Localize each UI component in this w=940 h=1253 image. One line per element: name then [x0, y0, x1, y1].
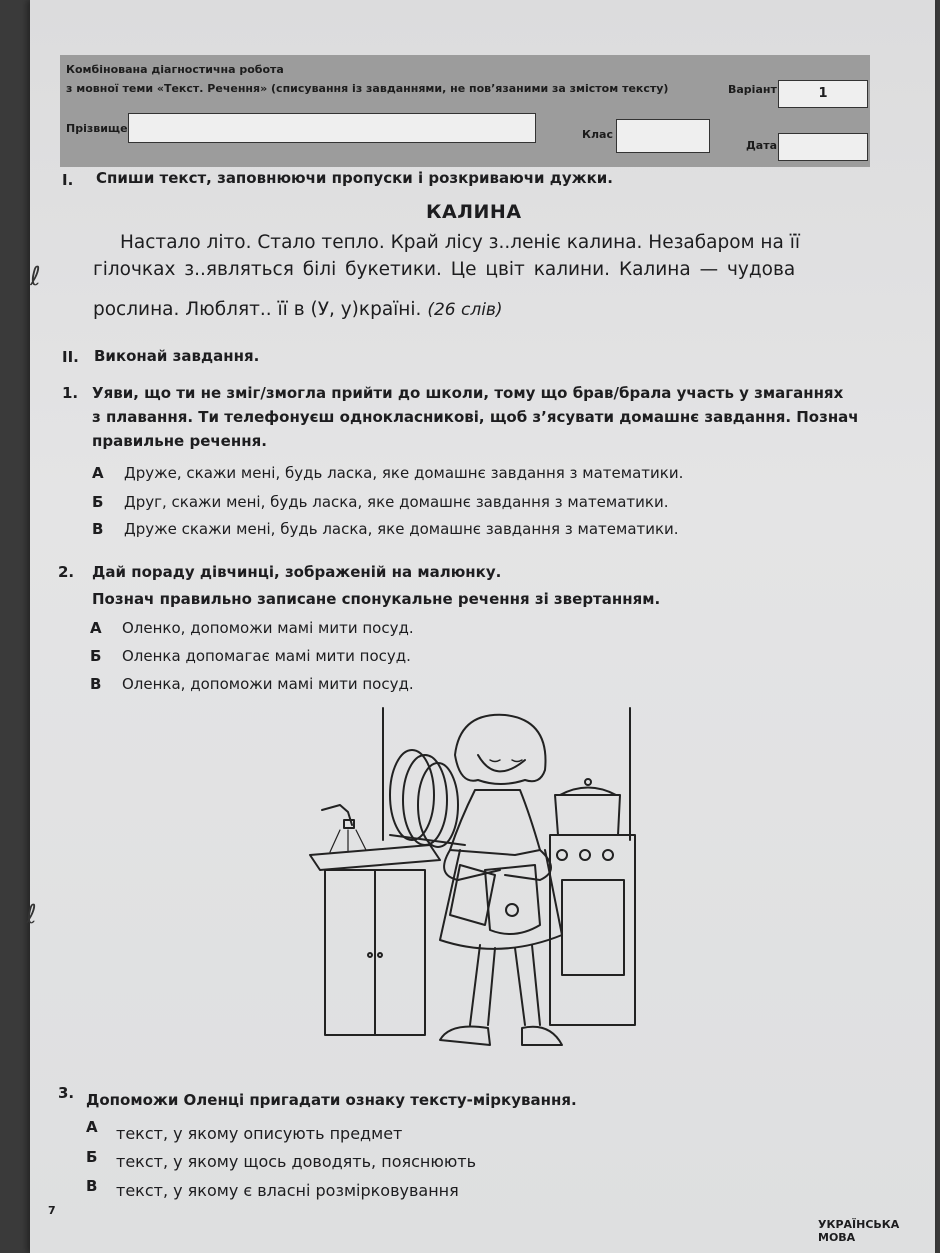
pot — [555, 795, 620, 835]
variant-box — [778, 80, 868, 108]
stove-knob-2 — [580, 850, 590, 860]
girl-arm-left — [444, 850, 500, 880]
q2-number: 2. — [58, 563, 75, 581]
girl-leg-right — [488, 948, 495, 1025]
q3-option-c[interactable]: текст, у якому є власні розмірковування — [116, 1181, 459, 1200]
q1-option-a[interactable]: Друже, скажи мені, будь ласка, яке домашнє завдання з математики. — [124, 464, 684, 482]
word-count: (26 слів) — [427, 300, 503, 320]
header-line1: Комбінована діагностична робота — [66, 63, 284, 76]
q3-option-c-letter: В — [86, 1177, 98, 1195]
counter-top — [310, 845, 440, 870]
q3-option-a[interactable]: текст, у якому описують предмет — [116, 1124, 403, 1143]
part1-number: I. — [62, 171, 74, 189]
q1-line-3: правильне речення. — [92, 432, 267, 450]
girl-hair — [455, 715, 546, 784]
q3-line: Допоможи Оленці пригадати ознаку тексту-міркування. — [86, 1091, 577, 1109]
text-line-3-content: рослина. Люблят.. її в (У, у)країні. — [93, 299, 422, 320]
text-line-2: гілочках з..являться білі букетики. Це цвіт калини. Калина — чудова — [93, 259, 796, 280]
header-line2: з мовної теми «Текст. Речення» (списування із завданнями, не пов’язаними за змістом тексту) — [66, 82, 669, 95]
q1-line-1: Уяви, що ти не зміг/змогла прийти до школи, тому що брав/брала участь у змаганнях — [92, 384, 844, 402]
surname-field[interactable] — [128, 113, 536, 143]
part1-instruction: Спиши текст, заповнюючи пропуски і розкриваючи дужки. — [96, 169, 613, 187]
text-line-1: Настало літо. Стало тепло. Край лісу з..леніє калина. Незабаром на її — [120, 232, 801, 253]
date-label: Дата — [746, 139, 778, 152]
q1-line-2: з плавання. Ти телефонуєш однокласникові, щоб з’ясувати домашнє завдання. Познач — [92, 408, 859, 426]
girl-leg-right-3 — [532, 945, 540, 1025]
water-stream — [330, 830, 366, 852]
q3-option-a-letter: А — [86, 1118, 98, 1136]
binder-mark-bottom: ℓ — [26, 900, 37, 930]
page-number: 7 — [48, 1204, 56, 1217]
plate-3 — [418, 763, 458, 847]
variant-label: Варіант — [728, 83, 777, 96]
header-panel — [60, 55, 870, 167]
variant-value: 1 — [818, 86, 828, 101]
girl-face — [478, 755, 525, 771]
q2-line-1: Дай пораду дівчинці, зображеній на малюнку. — [92, 563, 502, 581]
cabinet-knob-left — [368, 953, 372, 957]
apron-flower — [506, 904, 518, 916]
subject-label: УКРАЇНСЬКА МОВА — [818, 1218, 900, 1244]
text-line-3 — [93, 296, 503, 324]
q1-option-b[interactable]: Друг, скажи мені, будь ласка, яке домашнє завдання з математики. — [124, 493, 669, 511]
q1-option-c-letter: В — [92, 520, 104, 538]
q3-option-b-letter: Б — [86, 1148, 98, 1166]
binder-mark-top: ℓ — [30, 262, 41, 292]
q1-option-a-letter: А — [92, 464, 104, 482]
girl-eyes — [490, 760, 522, 762]
shoe-left — [440, 1027, 490, 1046]
class-label: Клас — [582, 128, 613, 141]
stove-knob-3 — [603, 850, 613, 860]
q1-option-b-letter: Б — [92, 493, 104, 511]
tap — [322, 805, 352, 825]
q3-option-b[interactable]: текст, у якому щось доводять, пояснюють — [116, 1152, 477, 1171]
part2-number: II. — [62, 348, 79, 366]
date-field[interactable] — [778, 133, 868, 161]
girl-leg-right-2 — [515, 948, 525, 1025]
q2-line-2: Познач правильно записане спонукальне речення зі звертанням. — [92, 590, 661, 608]
pot-lid-knob — [585, 779, 591, 785]
girl-leg-left — [470, 945, 480, 1025]
q1-option-c[interactable]: Друже скажи мені, будь ласка, яке домашнє завдання з математики. — [124, 520, 679, 538]
kitchen-illustration — [300, 700, 650, 1070]
pot-lid — [560, 788, 616, 796]
q3-number: 3. — [58, 1084, 75, 1102]
stove-knob-1 — [557, 850, 567, 860]
q2-option-b-letter: Б — [90, 647, 102, 665]
shoe-right — [522, 1027, 562, 1045]
oven-door — [562, 880, 624, 975]
part2-instruction: Виконай завдання. — [94, 347, 260, 365]
text-title: КАЛИНА — [426, 201, 522, 223]
q2-option-c-letter: В — [90, 675, 102, 693]
class-field[interactable] — [616, 119, 710, 153]
q2-option-c[interactable]: Оленка, допоможи мамі мити посуд. — [122, 675, 414, 693]
q2-option-a-letter: А — [90, 619, 102, 637]
cabinet-knob-right — [378, 953, 382, 957]
q2-option-a[interactable]: Оленко, допоможи мамі мити посуд. — [122, 619, 414, 637]
surname-label: Прізвище — [66, 122, 128, 135]
q2-option-b[interactable]: Оленка допомагає мамі мити посуд. — [122, 647, 411, 665]
q1-number: 1. — [62, 384, 79, 402]
